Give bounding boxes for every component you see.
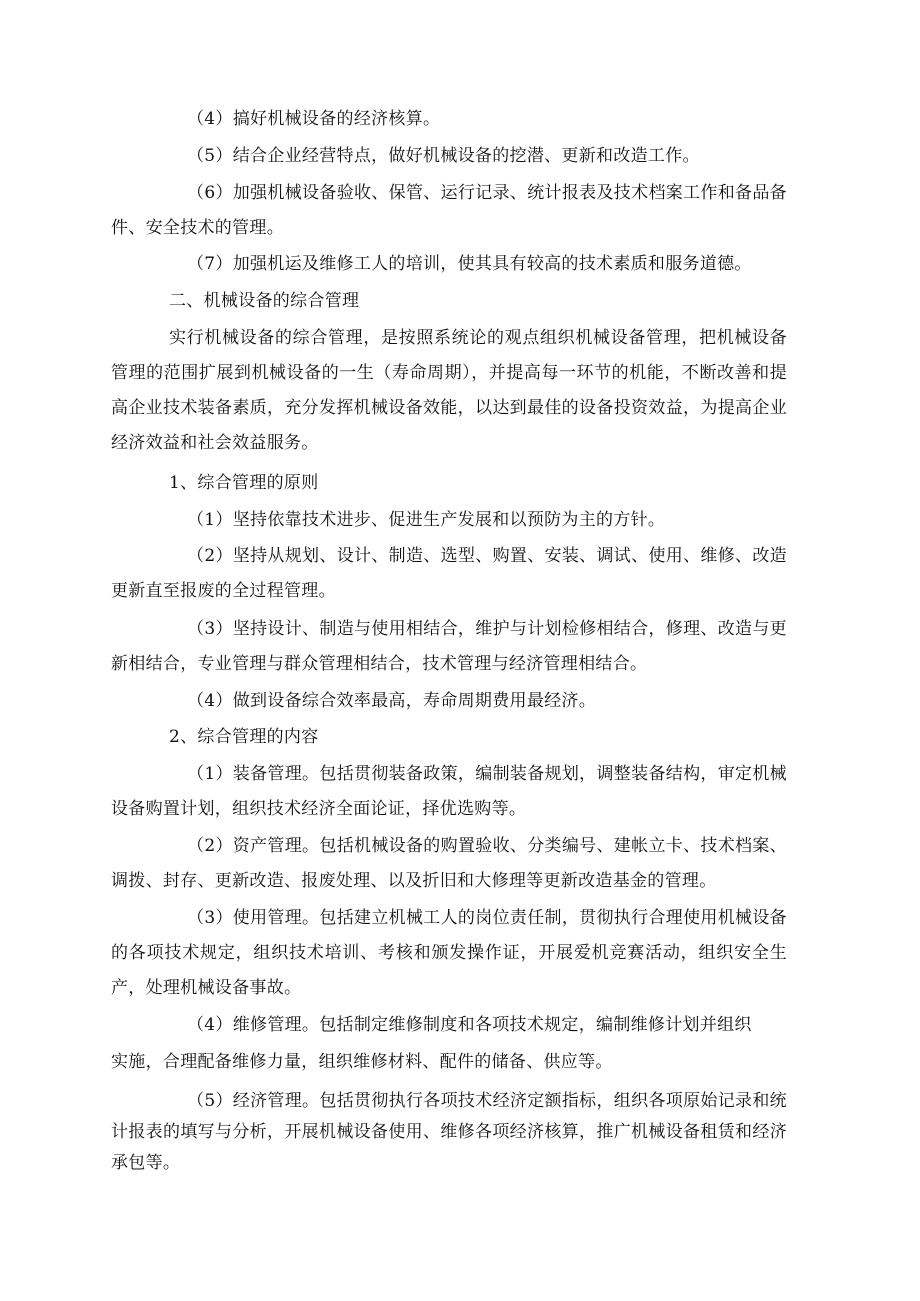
paragraph-principle-3: （3）坚持设计、制造与使用相结合，维护与计划检修相结合，修理、改造与更新相结合，专业管理与群众管理相结合，技术管理与经济管理相结合。 <box>111 619 787 674</box>
paragraph-principle-4: （4）做到设备综合效率最高，寿命周期费用最经济。 <box>187 691 597 711</box>
paragraph-asset-management: （2）资产管理。包括机械设备的购置验收、分类编号、建帐立卡、技术档案、调拨、封存、更新改造、报废处理、以及折旧和大修理等更新改造基金的管理。 <box>111 836 787 891</box>
paragraph-item-4-economic-accounting: （4）搞好机械设备的经济核算。 <box>187 109 441 129</box>
paragraph-economic-management: （5）经济管理。包括贯彻执行各项技术经济定额指标，组织各项原始记录和统计报表的填写与分析，开展机械设备使用、维修各项经济核算，推广机械设备租赁和经济承包等。 <box>111 1091 787 1173</box>
paragraph-item-6-acceptance-records: （6）加强机械设备验收、保管、运行记录、统计报表及技术档案工作和备品备件、安全技术的管理。 <box>111 183 787 238</box>
section-heading-comprehensive-management: 二、机械设备的综合管理 <box>169 291 360 311</box>
paragraph-item-5-upgrade-renovation: （5）结合企业经营特点，做好机械设备的挖潜、更新和改造工作。 <box>187 146 700 166</box>
paragraph-principle-1: （1）坚持依靠技术进步、促进生产发展和以预防为主的方针。 <box>187 510 666 530</box>
paragraph-maintenance-management: （4）维修管理。包括制定维修制度和各项技术规定，编制维修计划并组织 <box>187 1015 752 1035</box>
paragraph-maintenance-management-continued: 实施，合理配备维修力量，组织维修材料、配件的储备、供应等。 <box>111 1052 613 1072</box>
paragraph-usage-management: （3）使用管理。包括建立机械工人的岗位责任制，贯彻执行合理使用机械设备的各项技术规定，组织技术培训、考核和颁发操作证，开展爱机竞赛活动，组织安全生产，处理机械设备事故。 <box>111 908 787 998</box>
subheading-management-principles: 1、综合管理的原则 <box>169 473 319 493</box>
paragraph-comprehensive-management-intro: 实行机械设备的综合管理，是按照系统论的观点组织机械设备管理，把机械设备管理的范围扩展到机械设备的一生（寿命周期），并提高每一环节的机能，不断改善和提高企业技术装备素质，充分发挥机械设备效能，以达到最佳的设备投资效益，为提高企业经济效益和社会效益服务。 <box>111 328 787 453</box>
paragraph-item-7-worker-training: （7）加强机运及维修工人的培训，使其具有较高的技术素质和服务道德。 <box>187 254 752 274</box>
paragraph-equipment-management: （1）装备管理。包括贯彻装备政策，编制装备规划，调整装备结构，审定机械设备购置计划，组织技术经济全面论证，择优选购等。 <box>111 764 787 819</box>
subheading-management-content: 2、综合管理的内容 <box>169 727 319 747</box>
paragraph-principle-2: （2）坚持从规划、设计、制造、选型、购置、安装、调试、使用、维修、改造更新直至报废的全过程管理。 <box>111 546 787 601</box>
